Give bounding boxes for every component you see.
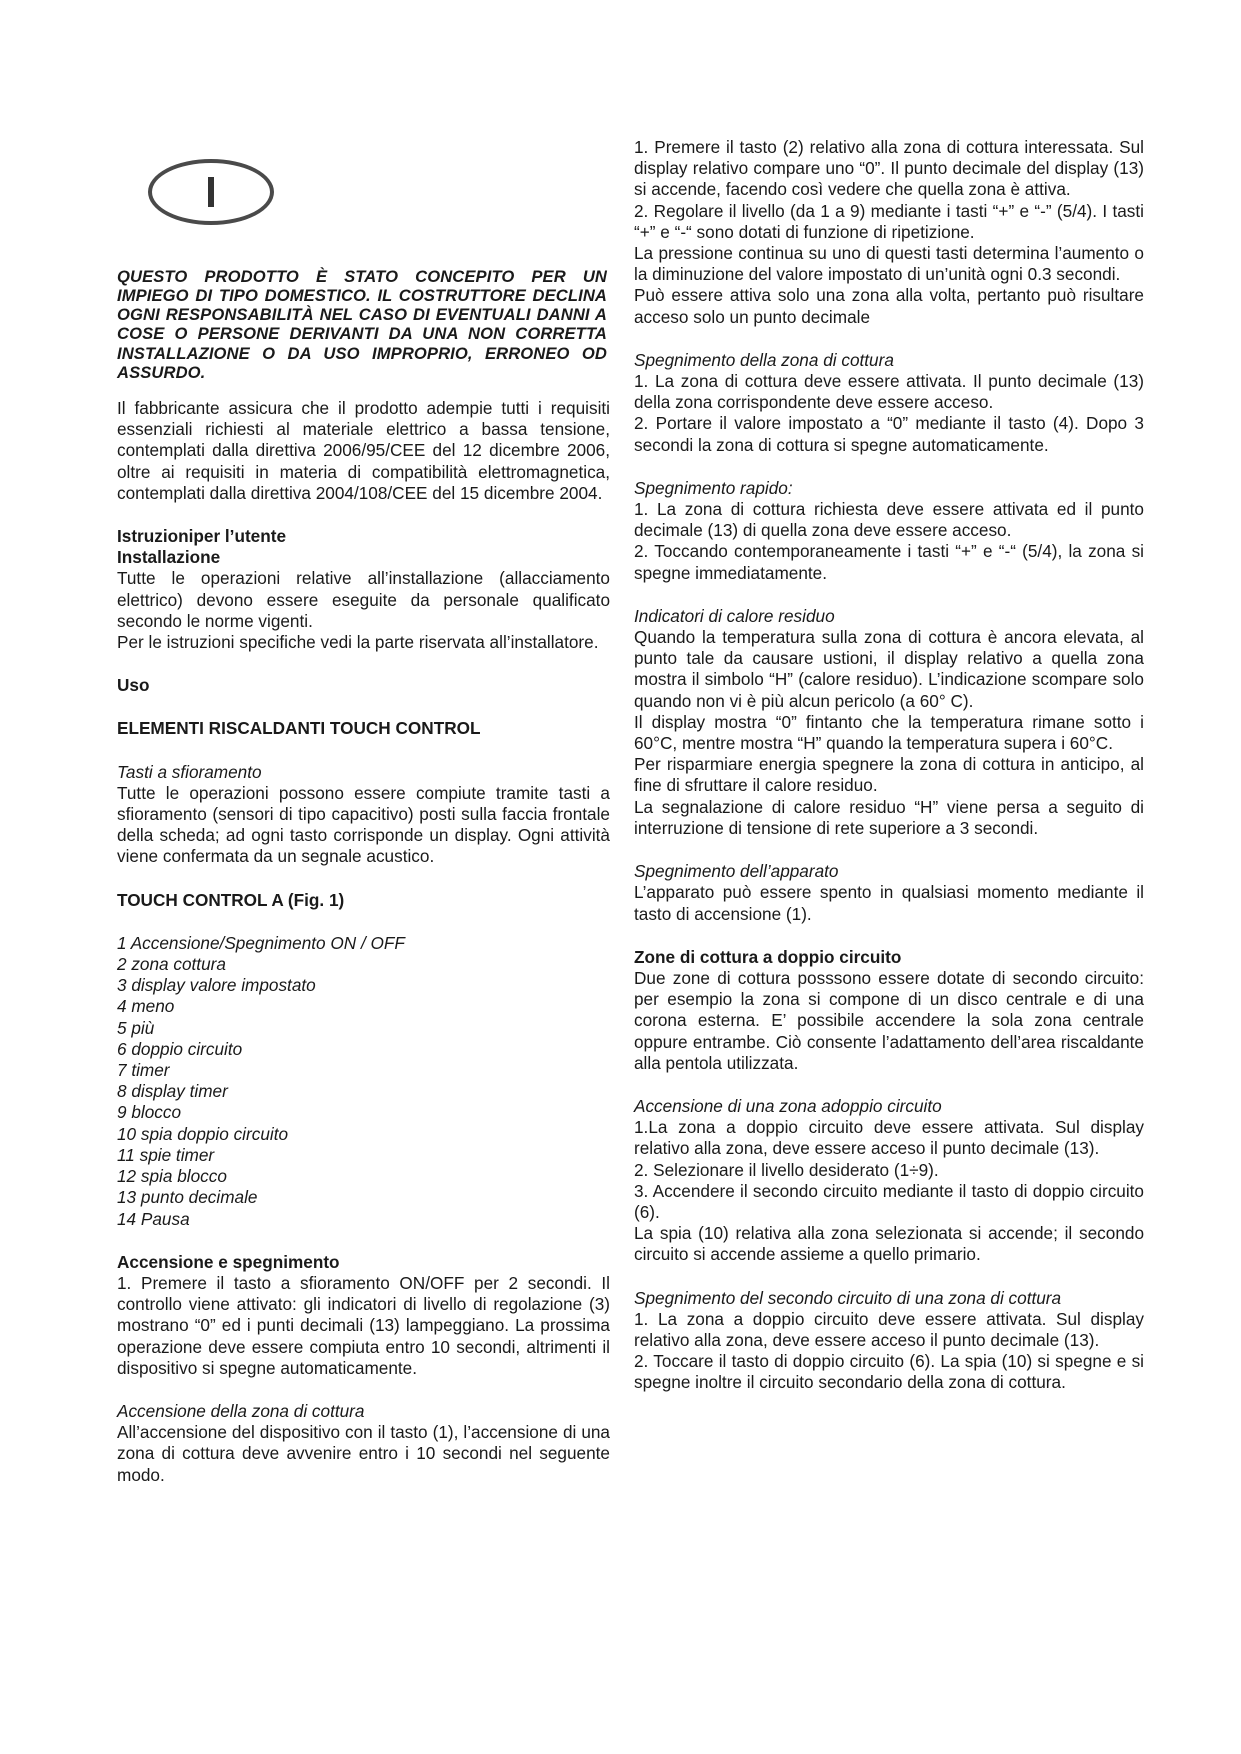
uso-heading: Uso	[117, 675, 150, 696]
list-item: 4 meno	[117, 996, 175, 1017]
list-item: 14 Pausa	[117, 1208, 190, 1229]
instructions-heading: Istruzioniper l’utente	[117, 526, 287, 547]
doppio-text: Due zone di cottura posssono essere dotate di secondo circuito: per esempio la zona si compone di un disco centrale e di una corona esterna. E’ possibile accendere la sola zona centrale oppure entrambe. Ciò consente l’adattamento dell’area riscaldante alla pentola utilizzata.	[634, 967, 1144, 1073]
accensione-doppio-1: 1.La zona a doppio circuito deve essere attivata. Sul display relativo alla zona, deve essere acceso il punto decimale (13).	[634, 1117, 1144, 1159]
rapido-2: 2. Toccando contemporaneamente i tasti “+” e “-“ (5/4), la zona si spegne immediatamente.	[634, 541, 1144, 583]
spegnimento-1: 1. La zona di cottura deve essere attivata. Il punto decimale (13) della zona corrispondente deve essere acceso.	[634, 371, 1144, 413]
list-item: 8 display timer	[117, 1081, 228, 1102]
accensione-doppio-3: 3. Accendere il secondo circuito mediante il tasto di doppio circuito (6).	[634, 1180, 1144, 1222]
list-item: 7 timer	[117, 1060, 170, 1081]
accensione-doppio-2: 2. Selezionare il livello desiderato (1÷9).	[634, 1159, 939, 1180]
intro-paragraph: Il fabbricante assicura che il prodotto adempie tutti i requisiti essenziali richiesti al materiale elettrico a bassa tensione, contemplati dalla direttiva 2006/95/CEE del 12 dicembre 2006, oltre ai requisiti in materia di compatibilità elettromagnetica, contemplati dalla direttiva 2004/108/CEE del 15 dicembre 2004.	[117, 398, 610, 503]
legend-list	[117, 933, 610, 1230]
tasti-text: Tutte le operazioni possono essere compiute tramite tasti a sfioramento (sensori di tipo capacitivo) posti sulla faccia frontale della scheda; ad ogni tasto corrisponde un display. Ogni attività viene confermata da un segnale acustico.	[117, 782, 610, 867]
left-column	[117, 398, 610, 1486]
spegnimento-secondo-1: 1. La zona a doppio circuito deve essere attivata. Sul display relativo alla zona, deve essere acceso il punto decimale (13).	[634, 1308, 1144, 1350]
step-1: 1. Premere il tasto (2) relativo alla zona di cottura interessata. Sul display relativo compare uno “0”. Il punto decimale del display (13) si accende, facendo così vedere che quella zona è attiva.	[634, 137, 1144, 200]
accensione-zona-text: All’accensione del dispositivo con il tasto (1), l’accensione di una zona di cottura deve avvenire entro i 10 secondi nel seguente modo.	[117, 1422, 610, 1485]
installation-heading: Installazione	[117, 547, 221, 568]
list-item: 11 spie timer	[117, 1144, 215, 1165]
apparato-heading: Spegnimento dell’apparato	[634, 861, 839, 882]
list-item: 2 zona cottura	[117, 954, 226, 975]
installation-text-2: Per le istruzioni specifiche vedi la parte riservata all’installatore.	[117, 632, 599, 653]
list-item: 3 display valore impostato	[117, 975, 316, 996]
right-column	[634, 137, 1144, 1394]
spegnimento-heading: Spegnimento della zona di cottura	[634, 349, 894, 370]
spegnimento-secondo-2: 2. Toccare il tasto di doppio circuito (6). La spia (10) si spegne e si spegne inoltre il circuito secondario della zona di cottura.	[634, 1351, 1144, 1393]
accensione-heading: Accensione e spegnimento	[117, 1251, 340, 1272]
list-item: 1 Accensione/Spegnimento ON / OFF	[117, 932, 405, 953]
accensione-zona-heading: Accensione della zona di cottura	[117, 1400, 365, 1421]
list-item: 10 spia doppio circuito	[117, 1123, 289, 1144]
accensione-text: 1. Premere il tasto a sfioramento ON/OFF per 2 secondi. Il controllo viene attivato: gli indicatori di livello di regolazione (3) mostrano “0” ed i punti decimali (13) lampeggiano. La prossima operazione deve essere compiuta entro 10 secondi, altrimenti il dispositivo si spegne automaticamente.	[117, 1272, 610, 1378]
step-2b: La pressione continua su uno di questi tasti determina l’aumento o la diminuzione del valore impostato di un’unità ogni 0.3 secondi.	[634, 243, 1144, 285]
list-item: 12 spia blocco	[117, 1166, 227, 1187]
rapido-1: 1. La zona di cottura richiesta deve essere attivata ed il punto decimale (13) di quella zona deve essere acceso.	[634, 499, 1144, 541]
indicatori-4: La segnalazione di calore residuo “H” viene persa a seguito di interruzione di tensione di rete superiore a 3 secondi.	[634, 796, 1144, 838]
touch-control-heading: TOUCH CONTROL A (Fig. 1)	[117, 889, 345, 910]
list-item: 6 doppio circuito	[117, 1038, 243, 1059]
rapido-heading: Spegnimento rapido:	[634, 477, 793, 498]
accensione-doppio-heading: Accensione di una zona adoppio circuito	[634, 1095, 942, 1116]
list-item: 13 punto decimale	[117, 1187, 258, 1208]
apparato-text: L’apparato può essere spento in qualsiasi momento mediante il tasto di accensione (1).	[634, 882, 1144, 924]
warning-text: QUESTO PRODOTTO È STATO CONCEPITO PER UN IMPIEGO DI TIPO DOMESTICO. IL COSTRUTTORE DECLINA OGNI RESPONSABILITÀ NEL CASO DI EVENTUALI DANNI A COSE O PERSONE DERIVANTI DA UNA NON CORRETTA INSTALLAZIONE O DA USO IMPROPRIO, ERRONEO OD ASSURDO.	[117, 266, 607, 383]
language-badge-icon	[148, 159, 274, 225]
indicatori-2: Il display mostra “0” fintanto che la temperatura rimane sotto i 60°C, mentre mostra “H” quando la temperatura supera i 60°C.	[634, 711, 1144, 754]
indicatori-1: Quando la temperatura sulla zona di cottura è ancora elevata, al punto tale da causare ustioni, il display relativo a quella zona mostra il simbolo “H” (calore residuo). L’indicazione scompare solo quando non vi è più alcun pericolo (a 60° C).	[634, 627, 1144, 711]
indicatori-heading: Indicatori di calore residuo	[634, 605, 835, 626]
indicatori-3: Per risparmiare energia spegnere la zona di cottura in anticipo, al fine di sfruttare il calore residuo.	[634, 754, 1144, 796]
step-2: 2. Regolare il livello (da 1 a 9) mediante i tasti “+” e “-” (5/4). I tasti “+” e “-“ sono dotati di funzione di ripetizione.	[634, 200, 1144, 242]
spegnimento-secondo-heading: Spegnimento del secondo circuito di una zona di cottura	[634, 1287, 1062, 1308]
tasti-heading: Tasti a sfioramento	[117, 761, 262, 782]
doppio-heading: Zone di cottura a doppio circuito	[634, 946, 902, 967]
spegnimento-2: 2. Portare il valore impostato a “0” mediante il tasto (4). Dopo 3 secondi la zona di cottura si spegne automaticamente.	[634, 413, 1144, 455]
letter-i-mark	[208, 177, 214, 207]
list-item: 9 blocco	[117, 1102, 182, 1123]
installation-text: Tutte le operazioni relative all’installazione (allacciamento elettrico) devono essere eseguite da personale qualificato secondo le norme vigenti.	[117, 568, 610, 631]
list-item: 5 più	[117, 1017, 155, 1038]
elementi-heading: ELEMENTI RISCALDANTI TOUCH CONTROL	[117, 718, 481, 739]
accensione-doppio-4: La spia (10) relativa alla zona selezionata si accende; il secondo circuito si accende assieme a quello primario.	[634, 1223, 1144, 1265]
step-2c: Può essere attiva solo una zona alla volta, pertanto può risultare acceso solo un punto decimale	[634, 285, 1144, 327]
